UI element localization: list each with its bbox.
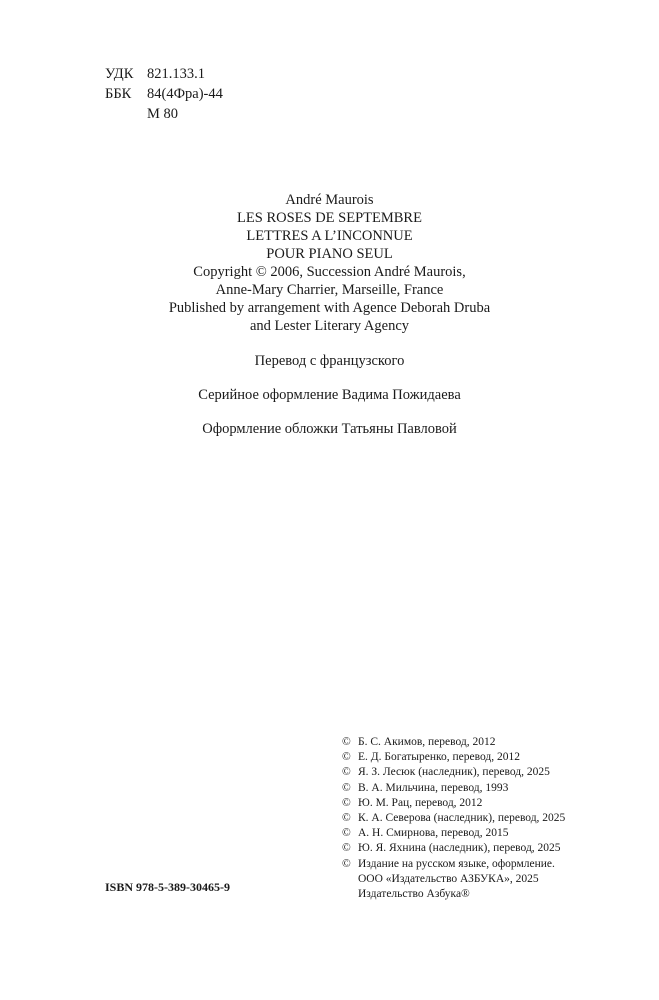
arrangement-line: Published by arrangement with Agence Deborah Druba xyxy=(168,300,491,316)
copyright-text: А. Н. Смирнова, перевод, 2015 xyxy=(358,827,509,840)
udk-code xyxy=(105,64,223,84)
copyright-item xyxy=(342,735,565,750)
copyright-sign: © xyxy=(342,796,351,809)
copyright-text: Б. С. Акимов, перевод, 2012 xyxy=(358,736,496,748)
publisher-line xyxy=(342,887,565,902)
copyright-text: К. А. Северова (наследник), перевод, 2025 xyxy=(358,812,566,825)
cover-design-credit: Оформление обложки Татьяны Павловой xyxy=(202,421,457,437)
original-title-1: LES ROSES DE SEPTEMBRE xyxy=(237,210,422,226)
copyright-text: Я. З. Лесюк (наследник), перевод, 2025 xyxy=(358,766,550,779)
copyright-line: Copyright © 2006, Succession André Maurois, xyxy=(193,264,466,280)
copyright-item xyxy=(342,811,565,826)
copyright-item xyxy=(342,796,565,811)
copyright-item xyxy=(342,826,565,841)
copyright-sign: © xyxy=(342,857,351,870)
publisher-text: ООО «Издательство АЗБУКА», 2025 xyxy=(358,872,539,885)
code-key xyxy=(105,104,147,124)
copyright-line: Anne-Mary Charrier, Marseille, France xyxy=(215,282,444,298)
arrangement-line: and Lester Literary Agency xyxy=(249,318,410,334)
copyright-text: Ю. М. Рац, перевод, 2012 xyxy=(358,796,483,809)
copyright-item xyxy=(342,781,565,796)
isbn: ISBN 978-5-389-30465-9 xyxy=(105,880,230,894)
publisher-text: Издательство Азбука® xyxy=(358,888,470,901)
copyright-item xyxy=(342,750,565,765)
code-key: УДК xyxy=(105,66,134,82)
copyright-item xyxy=(342,765,565,780)
publisher-line xyxy=(342,872,565,887)
original-title-3: POUR PIANO SEUL xyxy=(266,246,393,262)
copyright-text: Е. Д. Богатыренко, перевод, 2012 xyxy=(358,751,520,764)
code-value: 84(4Фра)-44 xyxy=(147,86,223,102)
copyright-list xyxy=(342,735,565,902)
code-value: 821.133.1 xyxy=(147,66,205,82)
original-title-2: LETTRES A L’INCONNUE xyxy=(246,228,413,244)
translation-credit: Перевод с французского xyxy=(254,353,405,369)
code-value: М 80 xyxy=(147,106,179,122)
series-design-credit: Серийное оформление Вадима Пожидаева xyxy=(198,387,461,403)
copyright-item xyxy=(342,841,565,856)
code-key: ББК xyxy=(105,86,132,102)
copyright-sign: © xyxy=(342,766,351,779)
copyright-sign: © xyxy=(342,736,351,748)
classification-codes xyxy=(105,64,223,124)
copyright-text: Издание на русском языке, оформление. xyxy=(358,857,555,870)
author-name: André Maurois xyxy=(285,192,374,208)
copyright-sign: © xyxy=(342,842,351,855)
author-mark xyxy=(105,104,223,124)
copyright-item xyxy=(342,857,565,872)
bbk-code xyxy=(105,84,223,104)
copyright-text: В. А. Мильчина, перевод, 1993 xyxy=(358,781,509,794)
copyright-sign: © xyxy=(342,812,351,825)
copyright-sign: © xyxy=(342,781,351,794)
copyright-sign: © xyxy=(342,751,351,764)
copyright-sign: © xyxy=(342,827,351,840)
copyright-text: Ю. Я. Яхнина (наследник), перевод, 2025 xyxy=(358,842,561,855)
original-edition-info xyxy=(0,191,659,438)
